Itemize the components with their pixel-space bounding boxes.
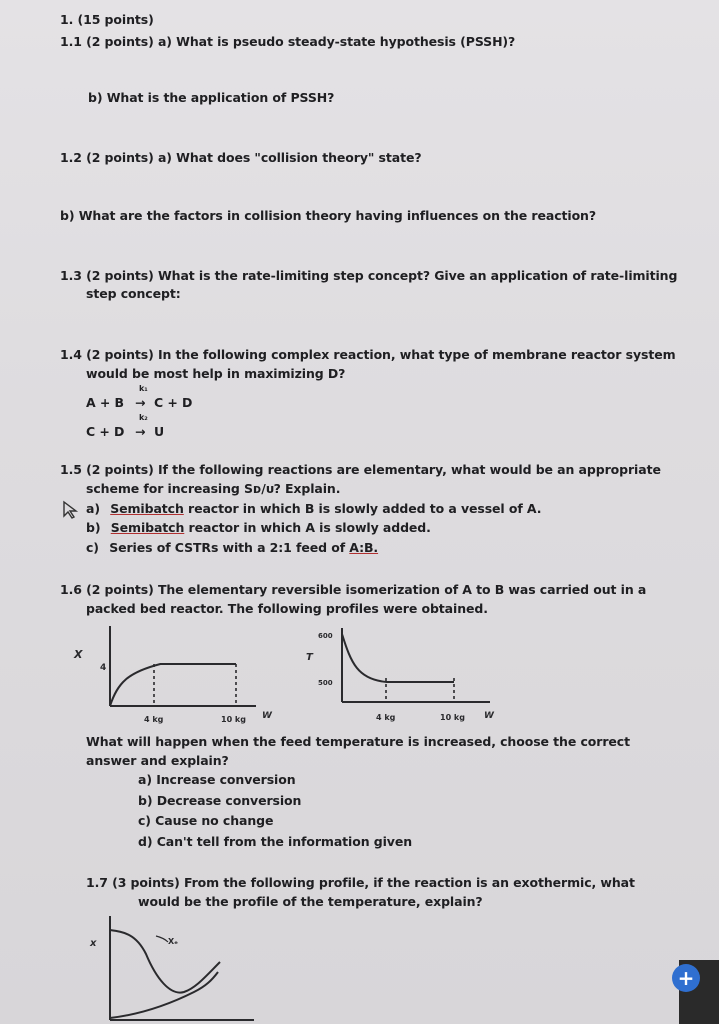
q1-5-line1: 1.5 (2 points) If the following reactions are elementary, what would be an appropriate xyxy=(60,462,661,477)
chart2-ytick-600: 600 xyxy=(318,632,333,640)
reaction2-left: C + D xyxy=(86,424,125,439)
chart1-xtick-10kg: 10 kg xyxy=(221,715,246,724)
reaction2-right: U xyxy=(154,424,165,439)
q1-6-option-a[interactable]: a) Increase conversion xyxy=(138,772,296,787)
q1-6-option-d[interactable]: d) Can't tell from the information given xyxy=(138,834,413,849)
option-text: Series of CSTRs with a 2:1 feed of xyxy=(109,540,350,555)
reaction1-right: C + D xyxy=(154,395,193,410)
add-button[interactable]: + xyxy=(672,964,700,992)
chart1-series-x xyxy=(110,664,236,706)
q1-2-a: 1.2 (2 points) a) What does "collision theory" state? xyxy=(60,150,422,165)
chart2-series-t xyxy=(342,634,454,682)
reaction1-k: k₁ xyxy=(139,384,148,393)
q1-5-option-a[interactable] xyxy=(86,501,541,516)
q1-1-a: 1.1 (2 points) a) What is pseudo steady-state hypothesis (PSSH)? xyxy=(60,34,516,49)
cursor-icon xyxy=(62,500,80,520)
q1-5-option-b[interactable] xyxy=(86,520,431,535)
reaction2-arrow: → xyxy=(135,424,146,439)
chart2-xtick-10kg: 10 kg xyxy=(440,713,465,722)
option-label: c) xyxy=(86,540,99,555)
q1-7-line2: would be the profile of the temperature, explain? xyxy=(138,894,483,909)
chart2-ylabel: T xyxy=(306,652,313,663)
q1-6-line2: packed bed reactor. The following profiles were obtained. xyxy=(86,601,488,616)
option-underlined: Semibatch xyxy=(110,520,185,535)
chart1-ytick: 4 xyxy=(100,663,107,673)
option-text: reactor in which A is slowly added. xyxy=(184,520,431,535)
chart3-xe-leader xyxy=(156,936,168,942)
reaction1-left: A + B xyxy=(86,395,124,410)
q1-5-line2: scheme for increasing Sᴅ/ᴜ? Explain. xyxy=(86,481,341,496)
q1-header: 1. (15 points) xyxy=(60,12,154,27)
q1-6-line1: 1.6 (2 points) The elementary reversible isomerization of A to B was carried out in a xyxy=(60,582,647,597)
chart1-xtick-4kg: 4 kg xyxy=(144,715,164,724)
q1-3-line1: 1.3 (2 points) What is the rate-limiting step concept? Give an application of rate-limiting xyxy=(60,268,678,283)
chart1-xlabel: W xyxy=(262,711,272,721)
q1-2-b: b) What are the factors in collision theory having influences on the reaction? xyxy=(60,208,597,223)
option-label: b) xyxy=(86,520,101,535)
reaction2-k: k₂ xyxy=(139,413,148,422)
q1-6-question1: What will happen when the feed temperature is increased, choose the correct xyxy=(86,734,630,749)
q1-5-option-c[interactable] xyxy=(86,540,378,555)
chart2-ytick-500: 500 xyxy=(318,679,333,687)
option-label: a) xyxy=(86,501,100,516)
option-underlined: A:B. xyxy=(349,540,379,555)
q1-6-option-c[interactable]: c) Cause no change xyxy=(138,813,274,828)
conversion-chart xyxy=(66,622,276,726)
profile-chart xyxy=(84,914,264,1024)
chart3-ylabel: x xyxy=(90,938,97,949)
option-underlined: Semibatch xyxy=(110,501,184,516)
q1-7-line1: 1.7 (3 points) From the following profile, if the reaction is an exothermic, what xyxy=(86,875,635,890)
q1-6-question2: answer and explain? xyxy=(86,753,229,768)
q1-6-option-b[interactable]: b) Decrease conversion xyxy=(138,793,302,808)
q1-1-b: b) What is the application of PSSH? xyxy=(88,90,335,105)
chart2-xlabel: W xyxy=(484,711,494,721)
option-text: reactor in which B is slowly added to a vessel of A. xyxy=(183,501,542,516)
q1-4-line1: 1.4 (2 points) In the following complex reaction, what type of membrane reactor system xyxy=(60,347,676,362)
chart1-ylabel: X xyxy=(74,648,83,661)
chart3-legend-xe: Xₑ xyxy=(168,937,178,946)
temperature-chart xyxy=(300,622,500,726)
q1-4-line2: would be most help in maximizing D? xyxy=(86,366,346,381)
q1-3-line2: step concept: xyxy=(86,286,181,301)
chart2-xtick-4kg: 4 kg xyxy=(376,713,396,722)
reaction1-arrow: → xyxy=(135,395,146,410)
